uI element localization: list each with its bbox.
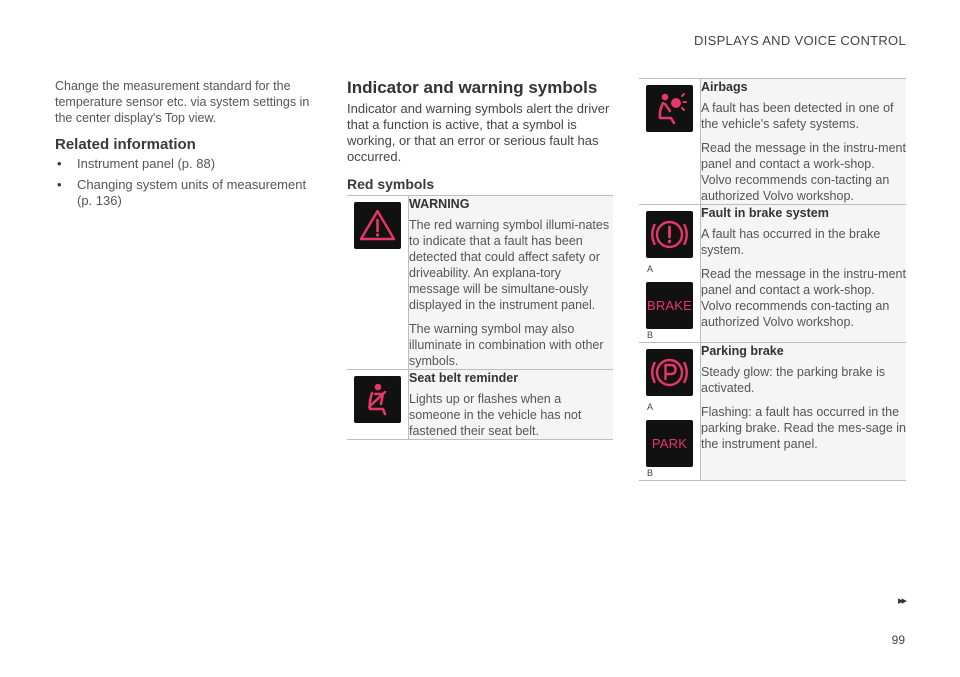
red-symbols-table — [347, 195, 613, 440]
column-right — [639, 78, 906, 481]
airbag-icon — [646, 85, 693, 132]
icon-label-a: A — [647, 264, 654, 274]
table-row — [639, 343, 906, 481]
table-row — [639, 205, 906, 343]
symbol-description: A fault has been detected in one of the vehicle's safety systems. — [701, 101, 894, 131]
parking-brake-icon — [646, 349, 693, 396]
symbol-title: Airbags — [701, 80, 748, 94]
symbol-description: Read the message in the instru-ment panel and contact a work-shop. Volvo recommends con-tacting an authorized Volvo workshop. — [701, 141, 906, 203]
page-number: 99 — [891, 633, 905, 647]
symbol-title: Seat belt reminder — [409, 371, 519, 385]
related-link-instrument-panel[interactable]: • Instrument panel (p. 88) — [55, 156, 323, 172]
icon-label-b: B — [647, 330, 654, 340]
column-middle — [347, 78, 613, 440]
brake-text-icon: BRAKE — [646, 282, 693, 329]
intro-paragraph: Change the measurement standard for the temperature sensor etc. via system settings in the center display's Top view. — [55, 79, 310, 125]
icon-label-b: B — [647, 468, 654, 478]
page-header: DISPLAYS AND VOICE CONTROL — [694, 33, 906, 48]
symbol-title: WARNING — [409, 197, 470, 211]
seat-belt-icon — [354, 376, 401, 423]
symbol-title: Fault in brake system — [701, 206, 829, 220]
table-row — [347, 196, 613, 370]
table-row — [639, 79, 906, 205]
symbol-description: The warning symbol may also illuminate in combination with other symbols. — [409, 322, 604, 368]
warning-triangle-icon — [354, 202, 401, 249]
icon-label-a: A — [647, 402, 654, 412]
symbol-title: Parking brake — [701, 344, 784, 358]
table-row — [347, 370, 613, 440]
symbol-description: A fault has occurred in the brake system. — [701, 227, 881, 257]
section-intro: Indicator and warning symbols alert the driver that a function is active, that a symbol is working, or that an error or serious fault has occurred. — [347, 101, 610, 164]
symbol-description: Flashing: a fault has occurred in the parking brake. Read the mes-sage in the instrument panel. — [701, 405, 906, 451]
related-information-heading: Related information — [55, 136, 196, 153]
column-left — [55, 78, 323, 214]
section-heading: Indicator and warning symbols — [347, 78, 598, 97]
symbol-description: Lights up or flashes when a someone in the vehicle has not fastened their seat belt. — [409, 392, 582, 438]
brake-fault-icon — [646, 211, 693, 258]
park-text-icon: PARK — [646, 420, 693, 467]
next-page-arrows-icon: ▸▸ — [897, 595, 905, 607]
red-symbols-table-continued — [639, 78, 906, 481]
related-information-list — [55, 156, 323, 209]
symbol-description: The red warning symbol illumi-nates to indicate that a fault has been detected that could affect safety or driveability. An explana-tory message will be simultane-ously displayed in the instrument panel. — [409, 218, 610, 312]
red-symbols-heading: Red symbols — [347, 176, 435, 192]
symbol-description: Read the message in the instru-ment panel and contact a work-shop. Volvo recommends con-tacting an authorized Volvo workshop. — [701, 267, 906, 329]
related-link-units-of-measurement[interactable]: • Changing system units of measurement (p. 136) — [55, 177, 323, 209]
symbol-description: Steady glow: the parking brake is activated. — [701, 365, 886, 395]
